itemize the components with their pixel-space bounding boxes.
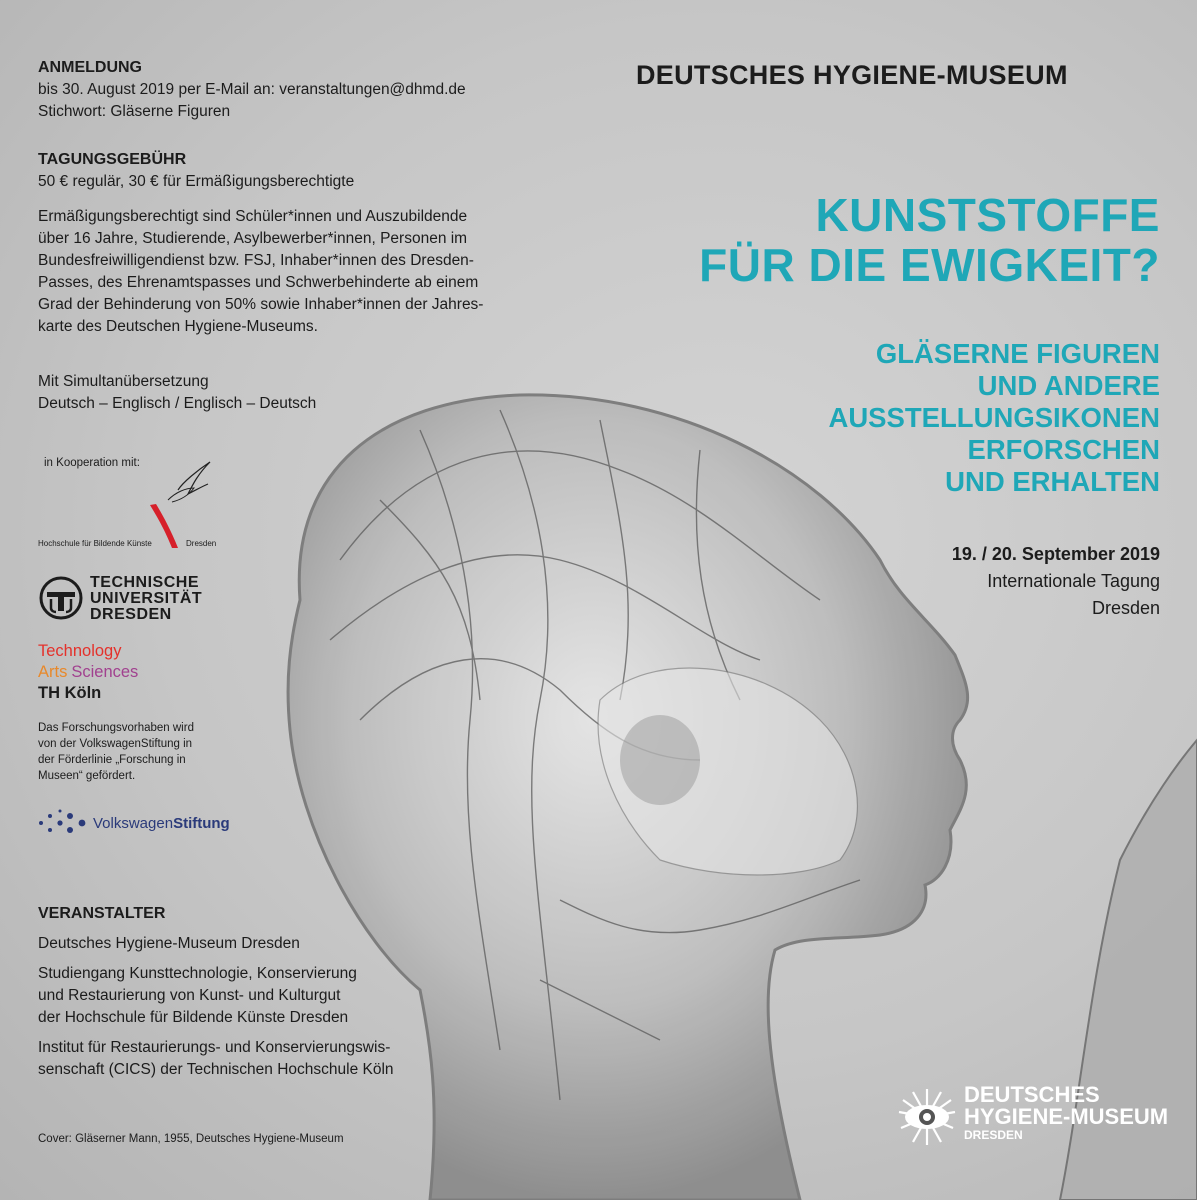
museum-footer-logo xyxy=(964,1084,1168,1142)
eligibility-line: Ermäßigungsberechtigt sind Schüler*innen und Auszubildende xyxy=(38,208,468,225)
eligibility-line: Grad der Behinderung von 50% sowie Inhaber*innen der Jahres- xyxy=(38,296,484,313)
translation-section xyxy=(38,371,438,415)
footer-logo-line1: DEUTSCHES xyxy=(964,1082,1100,1107)
tu-line: UNIVERSITÄT xyxy=(90,590,203,607)
tu-dresden-logo-icon xyxy=(38,575,84,621)
cover-credit: Cover: Gläserner Mann, 1955, Deutsches Hygiene-Museum xyxy=(38,1133,344,1145)
volkswagenstiftung-dots-icon xyxy=(38,808,90,838)
thk-sciences: Sciences xyxy=(71,663,139,681)
organizer-hfbk-line: der Hochschule für Bildende Künste Dresden xyxy=(38,1009,349,1026)
funding-line: Museen“ gefördert. xyxy=(38,770,136,782)
volkswagenstiftung-name xyxy=(93,815,230,832)
subtitle-line: ERFORSCHEN xyxy=(967,434,1160,465)
vw-name-b: Stiftung xyxy=(173,815,230,832)
organizer-dhm: Deutsches Hygiene-Museum Dresden xyxy=(38,935,300,952)
funding-line: der Förderlinie „Forschung in xyxy=(38,754,186,766)
registration-line: bis 30. August 2019 per E-Mail an: veranstaltungen@dhmd.de xyxy=(38,81,466,98)
fee-line: 50 € regulär, 30 € für Ermäßigungsberechtigte xyxy=(38,173,355,190)
th-koeln-logo xyxy=(38,641,138,704)
thk-arts: Arts xyxy=(38,663,68,681)
registration-section xyxy=(38,59,518,123)
registration-keyword: Stichwort: Gläserne Figuren xyxy=(38,103,231,120)
registration-heading: ANMELDUNG xyxy=(38,59,142,76)
tu-dresden-name xyxy=(90,575,202,623)
tu-line: TECHNISCHE xyxy=(90,574,200,591)
museum-name: DEUTSCHES HYGIENE-MUSEUM xyxy=(636,60,1068,90)
event-date: 19. / 20. September 2019 xyxy=(951,544,1160,564)
funding-line: von der VolkswagenStiftung in xyxy=(38,738,193,750)
organizer-hfbk-line: Studiengang Kunsttechnologie, Konservierung xyxy=(38,965,357,982)
subtitle-line: UND ERHALTEN xyxy=(945,466,1160,497)
organizer-hfbk-line: und Restaurierung von Kunst- und Kulturgut xyxy=(38,987,341,1004)
museum-eye-logo-icon xyxy=(896,1086,958,1148)
thk-arts-sciences xyxy=(38,662,138,683)
event-type: Internationale Tagung xyxy=(987,571,1160,591)
organizer-cics-line: Institut für Restaurierungs- und Konservierungswis- xyxy=(38,1039,391,1056)
organizer-section xyxy=(38,905,418,1081)
hfbk-name: Hochschule für Bildende Künste xyxy=(38,539,152,548)
eligibility-line: über 16 Jahre, Studierende, Asylbewerber*innen, Personen im xyxy=(38,230,468,247)
funding-note xyxy=(38,720,238,784)
subtitle-line: AUSSTELLUNGSIKONEN xyxy=(828,402,1160,433)
eligibility-line: karte des Deutschen Hygiene-Museums. xyxy=(38,318,318,335)
translation-line: Mit Simultanübersetzung xyxy=(38,373,209,390)
hfbk-city: Dresden xyxy=(186,539,217,548)
eligibility-line: Bundesfreiwilligendienst bzw. FSJ, Inhaber*innen des Dresden- xyxy=(38,252,474,269)
footer-logo-line3: DRESDEN xyxy=(964,1128,1023,1142)
event-info xyxy=(952,541,1160,622)
funding-line: Das Forschungsvorhaben wird xyxy=(38,722,194,734)
title-line: FÜR DIE EWIGKEIT? xyxy=(699,239,1160,291)
title-line: KUNSTSTOFFE xyxy=(815,189,1160,241)
cooperation-label: in Kooperation mit: xyxy=(44,457,140,469)
organizer-heading: VERANSTALTER xyxy=(38,905,166,922)
translation-languages: Deutsch – Englisch / Englisch – Deutsch xyxy=(38,395,317,412)
fee-section xyxy=(38,151,528,338)
subtitle xyxy=(828,338,1160,498)
event-city: Dresden xyxy=(1091,598,1160,618)
footer-logo-line2: HYGIENE-MUSEUM xyxy=(964,1104,1169,1129)
tu-line: DRESDEN xyxy=(90,606,172,623)
subtitle-line: GLÄSERNE FIGUREN xyxy=(875,338,1160,369)
organizer-cics-line: senschaft (CICS) der Technischen Hochschule Köln xyxy=(38,1061,394,1078)
eligibility-line: Passes, des Ehrenamtspasses und Schwerbehinderte ab einem xyxy=(38,274,479,291)
subtitle-line: UND ANDERE xyxy=(977,370,1160,401)
vw-name-a: Volkswagen xyxy=(93,815,174,832)
thk-name: TH Köln xyxy=(38,684,102,702)
main-title xyxy=(699,190,1160,290)
fee-heading: TAGUNGSGEBÜHR xyxy=(38,151,187,168)
thk-technology: Technology xyxy=(38,642,122,660)
